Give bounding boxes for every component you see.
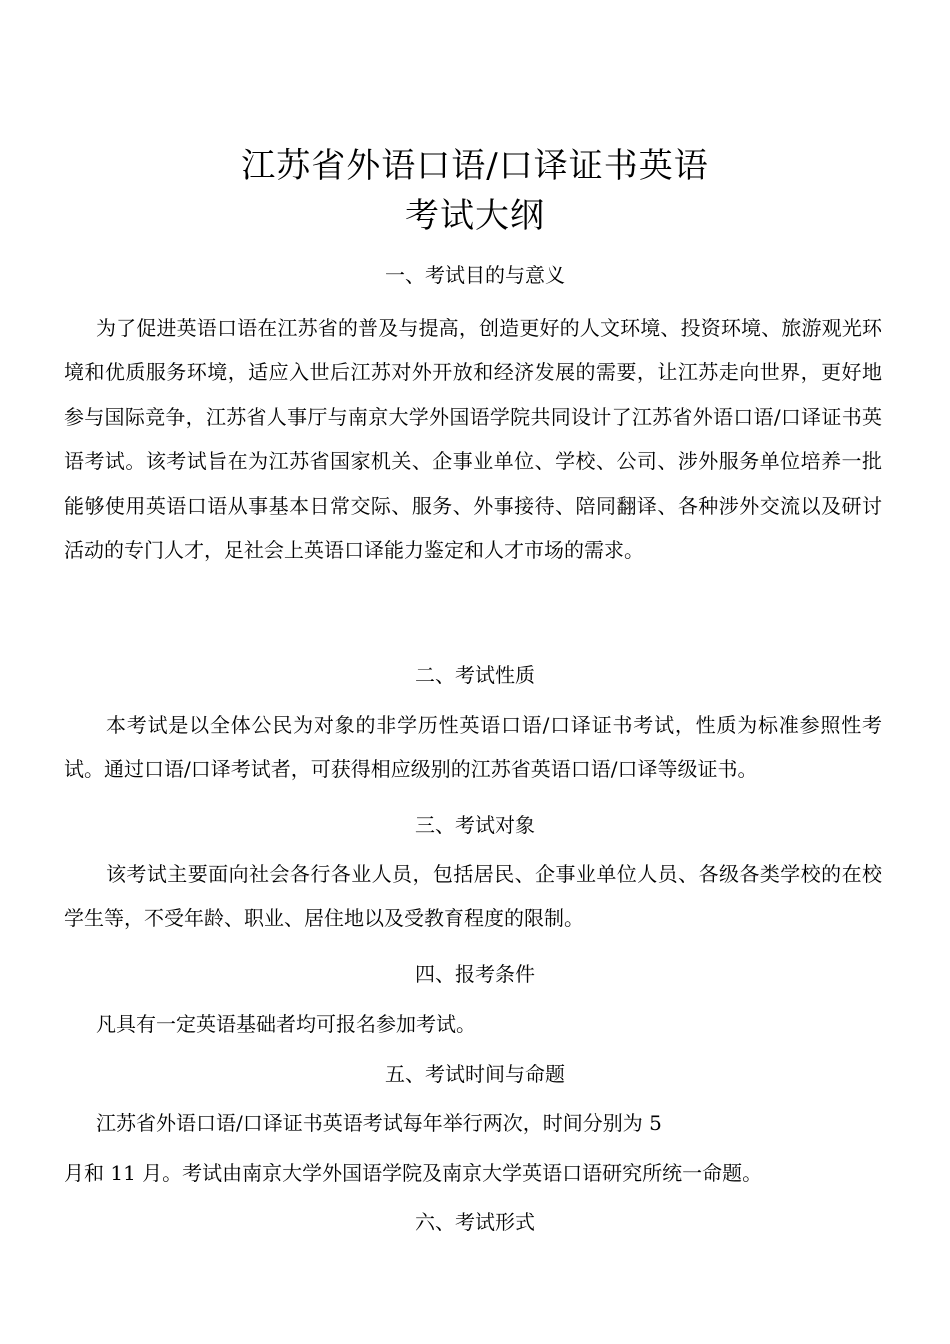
section-body-eligibility: 凡具有一定英语基础者均可报名参加考试。	[96, 1012, 476, 1036]
document-title-line-1: 江苏省外语口语/口译证书英语	[241, 146, 709, 186]
section-heading-nature: 二、考试性质	[415, 663, 535, 687]
section-heading-purpose: 一、考试目的与意义	[385, 263, 565, 287]
section-body-schedule-line-2: 月和 11 月。考试由南京大学外国语学院及南京大学英语口语研究所统一命题。	[64, 1161, 763, 1185]
section-body-candidates: 该考试主要面向社会各行各业人员，包括居民、企事业单位人员、各级各类学校的在校学生等，不受年龄、职业、居住地以及受教育程度的限制。	[64, 862, 882, 931]
section-body-schedule-line-1: 江苏省外语口语/口译证书英语考试每年举行两次，时间分别为 5	[96, 1111, 662, 1135]
section-heading-schedule: 五、考试时间与命题	[385, 1062, 565, 1086]
section-heading-candidates: 三、考试对象	[415, 813, 535, 837]
document-title-line-2: 考试大纲	[405, 196, 545, 236]
section-body-purpose: 为了促进英语口语在江苏省的普及与提高，创造更好的人文环境、投资环境、旅游观光环境和优质服务环境，适应入世后江苏对外开放和经济发展的需要，让江苏走向世界，更好地参与国际竞争，江苏省人事厅与南京大学外国语学院共同设计了江苏省外语口语/口译证书英语考试。该考试旨在为江苏省国家机关、企事业单位、学校、公司、涉外服务单位培养一批能够使用英语口语从事基本日常交际、服务、外事接待、陪同翻译、各种涉外交流以及研讨活动的专门人才，足社会上英语口译能力鉴定和人才市场的需求。	[64, 316, 882, 563]
section-body-nature: 本考试是以全体公民为对象的非学历性英语口语/口译证书考试，性质为标准参照性考试。通过口语/口译考试者，可获得相应级别的江苏省英语口语/口译等级证书。	[64, 713, 882, 782]
section-heading-format: 六、考试形式	[415, 1210, 535, 1234]
section-heading-eligibility: 四、报考条件	[415, 962, 535, 986]
